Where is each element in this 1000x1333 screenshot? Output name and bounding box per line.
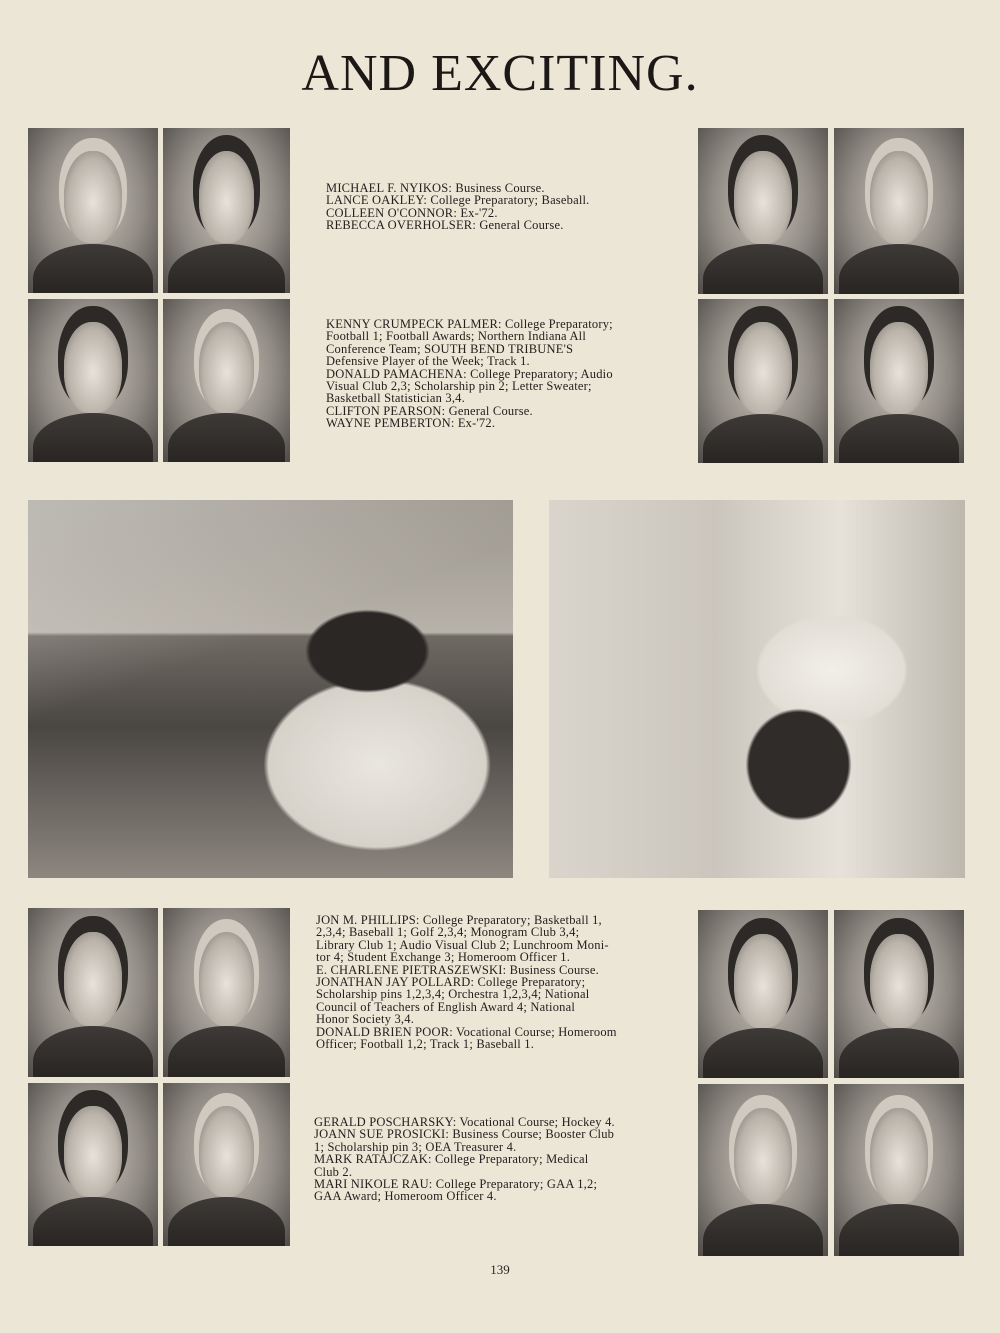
caption-line: Council of Teachers of English Award 4; National (316, 999, 576, 1014)
caption-line: DONALD PAMACHENA: College Preparatory; Audio (326, 366, 613, 381)
candid-photo-student-at-desk (28, 500, 513, 878)
caption-line: MICHAEL F. NYIKOS: Business Course. (326, 181, 545, 195)
portrait-photo (28, 1083, 158, 1246)
caption-block-top-2 (326, 318, 613, 430)
caption-line: WAYNE PEMBERTON: Ex-'72. (326, 416, 496, 431)
caption-line: JOANN SUE PROSICKI: Business Course; Booster Club (314, 1127, 615, 1142)
portrait-photo (698, 299, 828, 463)
caption-block-bottom-2 (314, 1116, 615, 1203)
caption-line: MARI NIKOLE RAU: College Preparatory; GAA 1,2; (314, 1177, 598, 1192)
caption-line: GERALD POSCHARSKY: Vocational Course; Hockey 4. (314, 1115, 615, 1129)
caption-line: JONATHAN JAY POLLARD: College Preparatory; (316, 975, 586, 990)
caption-line: E. CHARLENE PIETRASZEWSKI: Business Course. (316, 962, 599, 977)
caption-line: REBECCA OVERHOLSER: General Course. (326, 218, 564, 233)
caption-line: Scholarship pins 1,2,3,4; Orchestra 1,2,3,4; National (316, 987, 590, 1002)
caption-line: Football 1; Football Awards; Northern Indiana All (326, 329, 587, 344)
caption-line: DONALD BRIEN POOR: Vocational Course; Homeroom (316, 1024, 617, 1039)
page-headline: AND EXCITING. (301, 45, 699, 102)
caption-line: Conference Team; SOUTH BEND TRIBUNE'S (326, 341, 574, 356)
portrait-photo (698, 910, 828, 1078)
caption-line: KENNY CRUMPECK PALMER: College Preparatory; (326, 317, 613, 331)
caption-line: LANCE OAKLEY: College Preparatory; Baseball. (326, 193, 590, 208)
caption-line: JON M. PHILLIPS: College Preparatory; Basketball 1, (316, 913, 602, 927)
portrait-photo (28, 299, 158, 462)
portrait-photo (28, 128, 158, 293)
portrait-photo (28, 908, 158, 1077)
portrait-photo (163, 1083, 290, 1246)
caption-line: Library Club 1; Audio Visual Club 2; Lunchroom Moni- (316, 937, 609, 952)
caption-line: tor 4; Student Exchange 3; Homeroom Officer 1. (316, 950, 571, 965)
portrait-photo (834, 299, 964, 463)
portrait-photo (698, 1084, 828, 1256)
portrait-photo (698, 128, 828, 294)
caption-line: Visual Club 2,3; Scholarship pin 2; Letter Sweater; (326, 379, 592, 394)
caption-line: 2,3,4; Baseball 1; Golf 2,3,4; Monogram Club 3,4; (316, 925, 580, 940)
portrait-photo (163, 908, 290, 1077)
caption-line: MARK RATAJCZAK: College Preparatory; Medical (314, 1152, 589, 1167)
page-number: 139 (490, 1262, 510, 1277)
portrait-photo (834, 128, 964, 294)
caption-line: 1; Scholarship pin 3; OEA Treasurer 4. (314, 1139, 517, 1154)
caption-line: GAA Award; Homeroom Officer 4. (314, 1189, 497, 1204)
caption-line: Officer; Football 1,2; Track 1; Baseball 1. (316, 1037, 535, 1052)
caption-line: Basketball Statistician 3,4. (326, 391, 465, 406)
caption-block-top-1 (326, 182, 590, 232)
caption-line: Honor Society 3,4. (316, 1012, 415, 1027)
candid-photo-student-seated-floor (549, 500, 965, 878)
portrait-photo (834, 910, 964, 1078)
caption-line: CLIFTON PEARSON: General Course. (326, 403, 533, 418)
caption-line: COLLEEN O'CONNOR: Ex-'72. (326, 205, 498, 220)
portrait-photo (163, 128, 290, 293)
caption-line: Defensive Player of the Week; Track 1. (326, 354, 530, 369)
caption-block-bottom-1 (316, 914, 617, 1050)
portrait-photo (834, 1084, 964, 1256)
portrait-photo (163, 299, 290, 462)
caption-line: Club 2. (314, 1164, 353, 1179)
